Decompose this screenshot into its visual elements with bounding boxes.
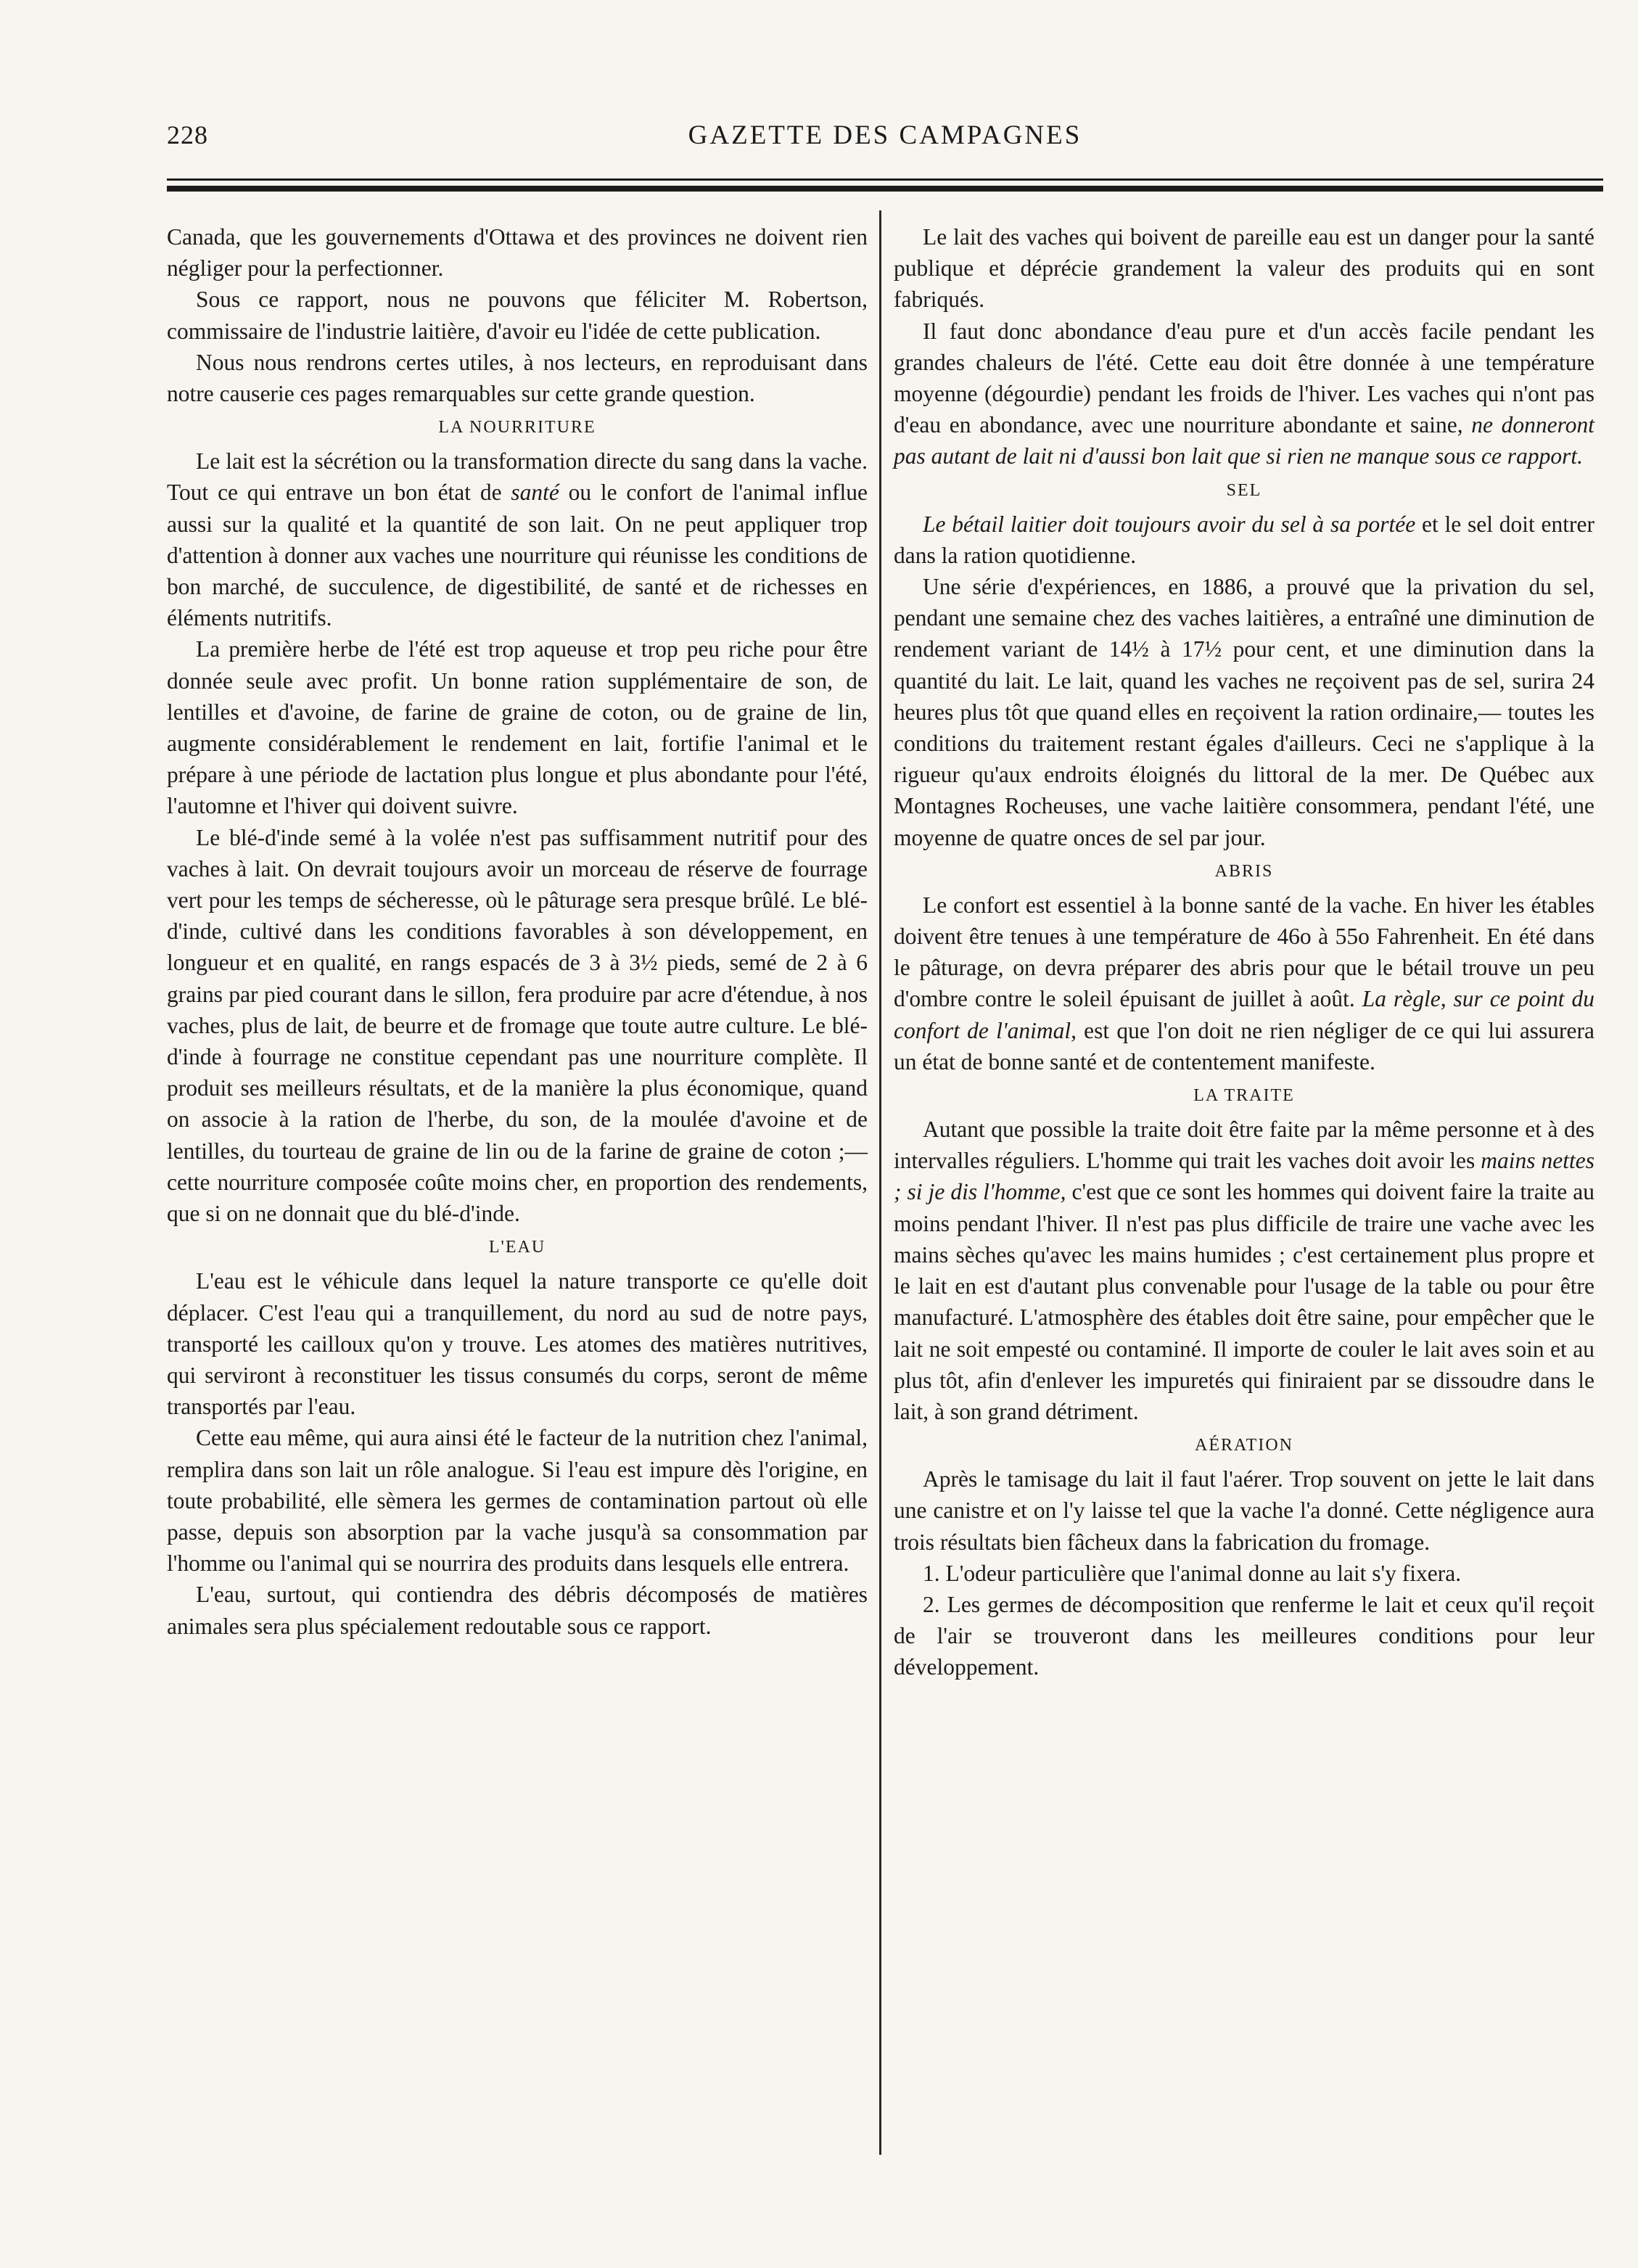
paragraph: Autant que possible la traite doit être faite par la même personne et à des intervalles réguliers. L'homme qui trait les vaches doit avoir les mains nettes ; si je dis l'homme, c'est que ce sont les hommes qui doivent faire la traite au moins pendant l'hiver. Il n'est pas plus difficile de traire une vache avec les mains sèches qu'avec les mains humides ; c'est certainement plus propre et le lait en est d'autant plus convenable pour l'usage de la table ou pour être manufacturé. L'atmosphère des étables doit être saine, pour empêcher que le lait ne soit empesté ou contaminé. Il importe de couler le lait aves soin et au plus tôt, afin d'enlever les impuretés qui finiraient par se dissoudre dans le lait, à son grand détriment. — [894, 1117, 1594, 1424]
paragraph: L'eau, surtout, qui contiendra des débris décomposés de matières animales sera plus spécialement redoutable sous ce rapport. — [167, 1582, 868, 1639]
section-heading-sel: SEL — [1226, 480, 1262, 500]
paragraph: Le blé-d'inde semé à la volée n'est pas suffisamment nutritif pour des vaches à lait. On devrait toujours avoir un morceau de réserve de fourrage vert pour les temps de sécheresse, où le pâturage sera presque brûlé. Le blé-d'inde, cultivé dans les conditions favorables à son développement, en longueur et en qualité, en rangs espacés de 3 à 3½ pieds, semé de 2 à 6 grains par pied courant dans le sillon, fera produire par acre d'étendue, à nos vaches, plus de lait, de beurre et de fromage que toute autre culture. Le blé-d'inde à fourrage ne constitue cependant pas une nourriture complète. Il produit ses meilleurs résultats, et de la manière la plus économique, quand on associe à la ration de l'herbe, du son, de la moulée d'avoine et de lentilles, du tourteau de graine de lin ou de la farine de graine de coton ;— cette nourriture composée coûte moins cher, en proportion des rendements, que si on ne donnait que du blé-d'inde. — [167, 824, 868, 1227]
section-heading-aeration: AÉRATION — [1195, 1436, 1293, 1455]
paragraph: La première herbe de l'été est trop aqueuse et trop peu riche pour être donnée seule avec profit. Un bonne ration supplémentaire de son, de lentilles et d'avoine, de farine de graine de coton, ou de graine de lin, augmente considérablement le rendement en lait, fortifie l'animal et le prépare à une période de lactation plus longue et plus abondante pour l'été, l'automne et l'hiver qui doivent suivre. — [167, 636, 868, 819]
header-rule-thick — [167, 186, 1603, 192]
column-divider — [879, 210, 881, 2155]
paragraph: Le lait des vaches qui boivent de pareille eau est un danger pour la santé publique et déprécie grandement la valeur des produits qui en sont fabriqués. — [894, 224, 1594, 313]
paragraph: Le lait est la sécrétion ou la transformation directe du sang dans la vache. Tout ce qui entrave un bon état de santé ou le confort de l'animal influe aussi sur la qualité et la quantité de son lait. On ne peut appliquer trop d'attention à donner aux vaches une nourriture qui réunisse les conditions de bon marché, de succulence, de digestibilité, de santé et de richesses en éléments nutritifs. — [167, 448, 868, 631]
paragraph: Une série d'expériences, en 1886, a prouvé que la privation du sel, pendant une semaine chez des vaches laitières, a entraîné une diminution de rendement variant de 14½ à 17½ pour cent, et une diminution dans la quantité du lait. Le lait, quand les vaches ne reçoivent pas de sel, surira 24 heures plus tôt que quand elles en reçoivent la ration ordinaire,— toutes les conditions du traitement restant égales d'ailleurs. Ceci ne s'applique à la rigueur qu'aux endroits éloignés du littoral de la mer. De Québec aux Montagnes Rocheuses, une vache laitière consommera, pendant l'été, une moyenne de quatre onces de sel par jour. — [894, 574, 1594, 850]
paragraph: Le bétail laitier doit toujours avoir du sel à sa portée et le sel doit entrer dans la ration quotidienne. — [894, 511, 1594, 568]
paragraph: Le confort est essentiel à la bonne santé de la vache. En hiver les étables doivent être tenues à une température de 46o à 55o Fahrenheit. En été dans le pâturage, on devra préparer des abris pour que le bétail trouve un peu d'ombre contre le soleil épuisant de juillet à août. La règle, sur ce point du confort de l'animal, est que l'on doit ne rien négliger de ce qui lui assurera un état de bonne santé et de contentement manifeste. — [894, 892, 1595, 1075]
page-number: 228 — [167, 120, 208, 149]
paragraph: Cette eau même, qui aura ainsi été le facteur de la nutrition chez l'animal, remplira dans son lait un rôle analogue. Si l'eau est impure dès l'origine, en toute probabilité, elle sèmera les germes de contamination partout où elle passe, depuis son absorption par la vache jusqu'à sa consommation par l'homme ou l'animal qui se nourrira des produits dans lesquels elle entrera. — [167, 1425, 868, 1577]
paragraph: 2. Les germes de décomposition que renferme le lait et ceux qu'il reçoit de l'air se trouveront dans les meilleures conditions pour leur développement. — [894, 1591, 1594, 1680]
paragraph: Après le tamisage du lait il faut l'aérer. Trop souvent on jette le lait dans une canistre et on l'y laisse tel que la vache l'a donné. Cette négligence aura trois résultats bien fâcheux dans la fabrication du fromage. — [894, 1466, 1594, 1555]
section-heading-abris: ABRIS — [1214, 861, 1274, 881]
paragraph: 1. L'odeur particulière que l'animal donne au lait s'y fixera. — [923, 1560, 1462, 1586]
paragraph: Sous ce rapport, nous ne pouvons que féliciter M. Robertson, commissaire de l'industrie laitière, d'avoir eu l'idée de cette publication. — [167, 287, 868, 344]
paragraph: Il faut donc abondance d'eau pure et d'un accès facile pendant les grandes chaleurs de l'été. Cette eau doit être donnée à une température moyenne (dégourdie) pendant les froids de l'hiver. Les vaches qui n'ont pas d'eau en abondance, avec une nourriture abondante et saine, ne donneront pas autant de lait ni d'aussi bon lait que si rien ne manque sous ce rapport. — [894, 318, 1594, 469]
section-heading-nourriture: LA NOURRITURE — [438, 418, 596, 437]
running-title: GAZETTE DES CAMPAGNES — [688, 120, 1082, 150]
paragraph: Canada, que les gouvernements d'Ottawa et des provinces ne doivent rien négliger pour la perfectionner. — [167, 224, 868, 282]
paragraph: L'eau est le véhicule dans lequel la nature transporte ce qu'elle doit déplacer. C'est l'eau qui a tranquillement, du nord au sud de notre pays, transporté les cailloux qu'on y trouve. Les atomes des matières nutritives, qui serviront à reconstituer les tissus consumés du corps, seront de même transportés par l'eau. — [167, 1268, 868, 1420]
left-column — [167, 221, 868, 1642]
paragraph: Nous nous rendrons certes utiles, à nos lecteurs, en reproduisant dans notre causerie ces pages remarquables sur cette grande question. — [167, 349, 868, 407]
right-column — [894, 221, 1594, 1683]
page-header — [167, 120, 1603, 163]
section-heading-eau: L'EAU — [488, 1238, 546, 1257]
header-rule-thin — [167, 178, 1603, 181]
section-heading-traite: LA TRAITE — [1193, 1086, 1295, 1106]
